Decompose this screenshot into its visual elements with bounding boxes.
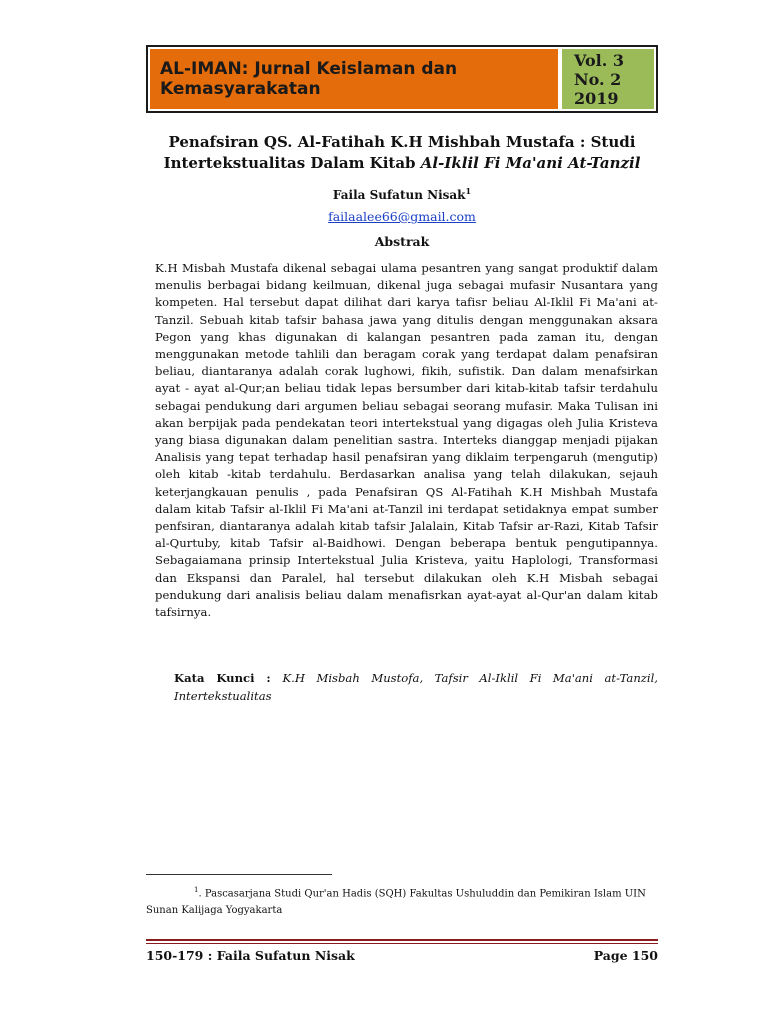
journal-name-line1: AL-IMAN: Jurnal Keislaman dan <box>160 59 458 79</box>
author-name-text: Faila Sufatun Nisak <box>332 188 466 202</box>
volume-label: Vol. 3 <box>574 50 624 70</box>
footnote-text: . Pascasarjana Studi Qur'an Hadis (SQH) Fakultas Ushuluddin dan Pemikiran Islam UIN Sunan Kalijaga Yogyakarta <box>146 888 646 917</box>
footnote <box>146 882 658 919</box>
author-footnote-marker: 1 <box>465 186 472 196</box>
footer-rule-thin <box>146 943 658 944</box>
volume-box <box>562 49 654 109</box>
keywords <box>174 669 658 705</box>
year-label: 2019 <box>574 88 619 108</box>
keywords-text: K.H Misbah Mustofa, Tafsir Al-Iklil Fi Ma'ani at-Tanzil, Intertekstualitas <box>174 671 658 703</box>
footnote-number: 1 <box>194 886 199 894</box>
author-name <box>146 186 658 202</box>
journal-name-box <box>150 49 558 109</box>
footer-page-range-author: 150-179 : Faila Sufatun Nisak <box>146 948 355 963</box>
journal-name-line2: Kemasyarakatan <box>160 79 321 99</box>
abstract-body: K.H Misbah Mustafa dikenal sebagai ulama pesantren yang sangat produktif dalam menulis berbagai bidang keilmuan, dikenal juga sebagai mufasir Nusantara yang kompeten. Hal tersebut dapat dilihat dari karya tafisr beliau Al-Iklil Fi Ma'ani at-Tanzil. Sebuah kitab tafsir bahasa jawa yang ditulis dengan menggunakan aksara Pegon yang khas digunakan di kalangan pesantren pada zaman itu, dengan menggunakan metode tahlili dan beragam corak yang terdapat dalam penafsiran beliau, diantaranya adalah corak lughowi, fikih, sufistik. Dan dalam menafsirkan ayat - ayat al-Qur;an beliau tidak lepas bersumber dari kitab-kitab tafsir terdahulu sebagai pendukung dari argumen beliau sebagai seorang mufasir. Maka Tulisan ini akan berpijak pada pendekatan teori intertekstual yang digagas oleh Julia Kristeva yang biasa digunakan dalam penelitian sastra. Interteks dianggap menjadi pijakan Analisis yang tepat terhadap hasil penafsiran yang diklaim terpengaruh (mengutip) oleh kitab -kitab terdahulu. Berdasarkan analisa yang telah dilakukan, sejauh keterjangkauan penulis , pada Penafsiran QS Al-Fatihah K.H Mishbah Mustafa dalam kitab Tafsir al-Iklil Fi Ma'ani at-Tanzil ini terdapat setidaknya empat sumber penfsiran, diantaranya adalah kitab tafsir Jalalain, Kitab Tafsir ar-Razi, Kitab Tafsir al-Qurtuby, kitab Tafsir al-Baidhowi. Dengan beberapa bentuk pengutipannya. Sebagaiamana prinsip Intertekstual Julia Kristeva, yaitu Haplologi, Transformasi dan Ekspansi dan Paralel, hal tersebut dilakukan oleh K.H Misbah sebagai pendukung dari analisis beliau dalam menafisrkan ayat-ayat al-Qur'an dalam kitab tafsirnya. <box>155 261 658 620</box>
keywords-label: Kata Kunci : <box>174 671 283 685</box>
footer-rule-thick <box>146 939 658 941</box>
article-title-line1: Penafsiran QS. Al-Fatihah K.H Mishbah Mustafa : Studi <box>168 133 636 151</box>
article-title-line2-plain: Intertekstualitas Dalam Kitab <box>163 154 421 172</box>
article-title-line2-italic: Al-Iklil Fi Ma'ani At-Tanzil <box>420 154 641 172</box>
article-title-line2 <box>146 153 658 174</box>
abstract-heading: Abstrak <box>374 234 430 249</box>
article-title <box>146 132 658 174</box>
issue-label: No. 2 <box>574 69 622 89</box>
footer-page-number: Page 150 <box>593 948 658 963</box>
footnote-separator <box>146 874 332 875</box>
author-email-link[interactable]: failaalee66@gmail.com <box>328 209 476 224</box>
journal-header <box>146 45 658 113</box>
